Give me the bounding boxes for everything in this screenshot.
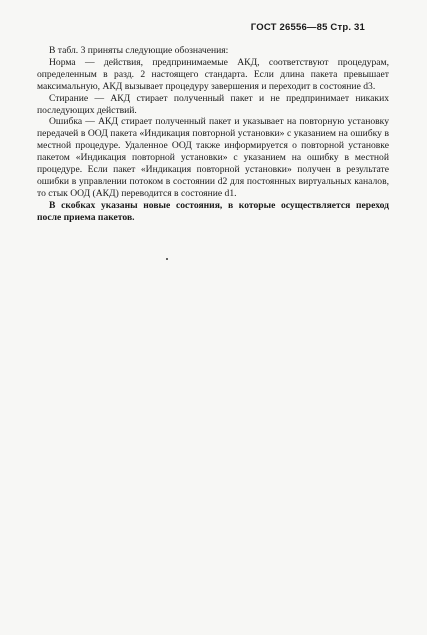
paragraph-oshibka: Ошибка — АКД стирает полученный пакет и указывает на повторную установку передачей в ООД пакета «Индикация повторной установки» с указанием на ошибку в местной процедуре. Удаленное ООД также информируется о повторной установке пакетом «Индикация повторной установки» с указанием на ошибку в местной процедуре. Если пакет «Индикация повторной установки» получен в результате ошибки в управлении потоком в состоянии d2 для постоянных виртуальных каналов, то стык ООД (АКД) переводится в состояние d1. bbox=[37, 116, 389, 199]
scan-speck bbox=[166, 258, 168, 260]
document-body bbox=[37, 45, 389, 224]
page-header: ГОСТ 26556—85 Стр. 31 bbox=[250, 22, 365, 33]
paragraph-intro: В табл. 3 приняты следующие обозначения: bbox=[49, 45, 229, 56]
paragraph-stiranie: Стирание — АКД стирает полученный пакет и не предпринимает никаких последующих действий. bbox=[37, 92, 389, 116]
paragraph-new-states: В скобках указаны новые состояния, в которые осуществляется переход после приема пакетов. bbox=[37, 199, 389, 223]
paragraph-norma: Норма — действия, предпринимаемые АКД, соответствуют процедурам, определенным в разд. 2 настоящего стандарта. Если длина пакета превышает максимальную, АКД вызывает процедуру завершения и переходит в состояние d3. bbox=[37, 56, 389, 92]
